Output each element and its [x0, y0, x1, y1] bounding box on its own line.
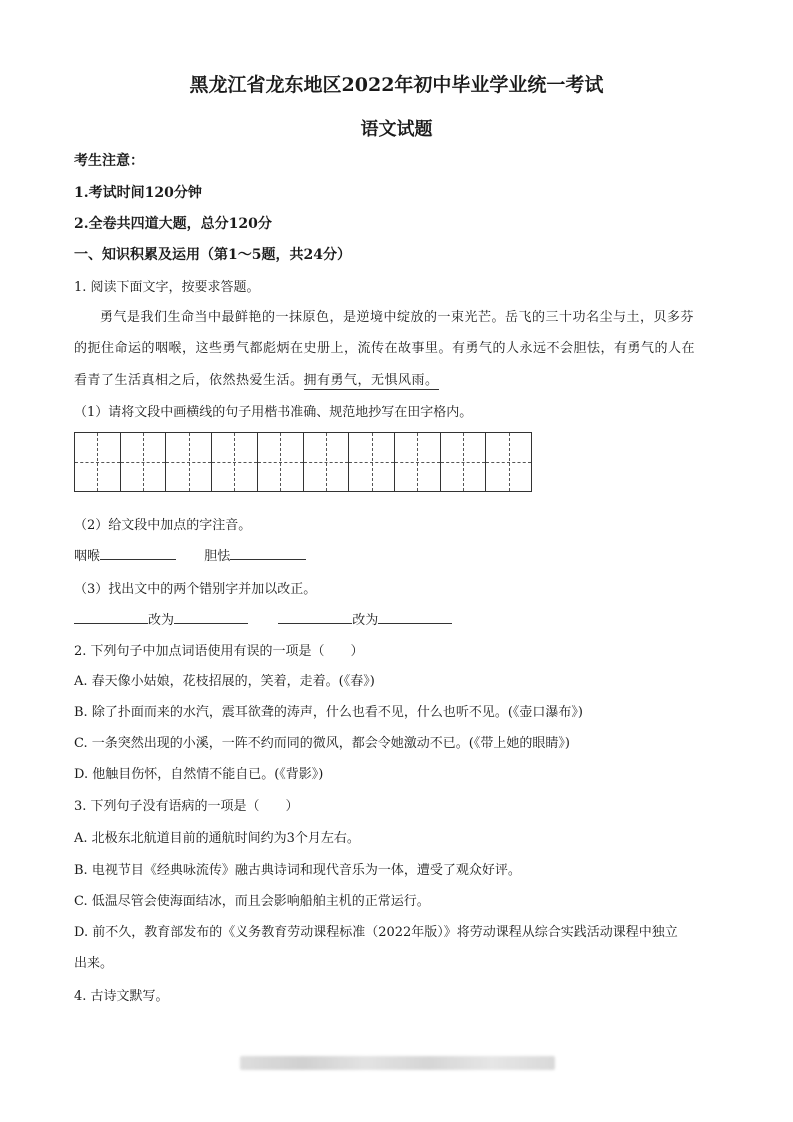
right-char-blank-2[interactable]	[378, 611, 452, 624]
grid-cell[interactable]	[166, 433, 212, 491]
q3-option-d: D. 前不久，教育部发布的《义务教育劳动课程标准（2022年版）》将劳动课程从综合实践活动课程中独立	[74, 925, 678, 940]
grid-cell[interactable]	[121, 433, 167, 491]
grid-cell[interactable]	[395, 433, 441, 491]
q3-stem: 3. 下列句子没有语病的一项是（ ）	[74, 799, 299, 814]
q3-option-d-cont: 出来。	[74, 956, 114, 971]
grid-cell[interactable]	[486, 433, 531, 491]
pinyin-word-2: 胆怯	[204, 549, 231, 564]
q3-option-b: B. 电视节目《经典咏流传》融古典诗词和现代音乐为一体，遭受了观众好评。	[74, 863, 521, 878]
wrong-char-blank-1[interactable]	[74, 611, 148, 624]
exam-title: 黑龙江省龙东地区2022年初中毕业学业统一考试	[189, 74, 604, 96]
q2-option-c: C. 一条突然出现的小溪，一阵不约而同的微风，都会令她激动不已。(《带上她的眼睛》)	[74, 736, 570, 751]
q1-sub2: （2）给文段中加点的字注音。	[74, 518, 252, 533]
q1-sub3: （3）找出文中的两个错别字并加以改正。	[74, 582, 317, 597]
q2-option-b: B. 除了扑面而来的水汽，震耳欲聋的涛声，什么也看不见，什么也听不见。(《壶口瀑布》)	[74, 705, 583, 720]
notice-heading: 考生注意：	[74, 153, 144, 169]
passage-line-3	[74, 369, 439, 388]
q2-option-d: D. 他触目伤怀，自然情不能自已。(《背影》)	[74, 767, 324, 782]
exam-subtitle: 语文试题	[360, 119, 433, 140]
q2-stem: 2. 下列句子中加点词语使用有误的一项是（ ）	[74, 644, 364, 659]
q2-option-a: A. 春天像小姑娘，花枝招展的，笑着，走着。(《春》)	[74, 674, 375, 689]
grid-cell[interactable]	[75, 433, 121, 491]
correct-label-1: 改为	[148, 613, 175, 628]
correction-row	[74, 609, 452, 628]
pinyin-blank-2[interactable]	[230, 547, 306, 560]
notice-item-score: 2.全卷共四道大题，总分120分	[74, 216, 272, 232]
q3-option-a: A. 北极东北航道目前的通航时间约为3个月左右。	[74, 831, 360, 846]
grid-cell[interactable]	[349, 433, 395, 491]
wrong-char-blank-2[interactable]	[278, 611, 352, 624]
grid-cell[interactable]	[441, 433, 487, 491]
right-char-blank-1[interactable]	[174, 611, 248, 624]
section-heading: 一、知识积累及运用（第1～5题，共24分）	[74, 247, 351, 263]
blurred-footer-watermark	[240, 1056, 555, 1070]
q1-stem: 1. 阅读下面文字，按要求答题。	[74, 280, 260, 295]
correct-label-2: 改为	[352, 613, 379, 628]
q4-stem: 4. 古诗文默写。	[74, 989, 169, 1004]
pinyin-blank-1[interactable]	[100, 547, 176, 560]
passage-line-2: 的扼住命运的咽喉，这些勇气都彪炳在史册上，流传在故事里。有勇气的人永远不会胆怯，有勇气的人在	[74, 341, 696, 356]
pinyin-word-1: 咽喉	[74, 549, 101, 564]
tianzi-grid[interactable]	[74, 432, 532, 492]
grid-cell[interactable]	[304, 433, 350, 491]
passage-line-3-text: 看青了生活真相之后，依然热爱生活。	[74, 373, 304, 388]
grid-cell[interactable]	[212, 433, 258, 491]
pinyin-row	[74, 545, 306, 564]
q3-option-c: C. 低温尽管会使海面结冰，而且会影响船舶主机的正常运行。	[74, 894, 430, 909]
passage-line-1: 勇气是我们生命当中最鲜艳的一抹原色，是逆境中绽放的一束光芒。岳飞的三十功名尘与土，贝多芬	[100, 310, 695, 325]
underlined-sentence: 拥有勇气，无惧风雨。	[303, 373, 439, 388]
grid-cell[interactable]	[258, 433, 304, 491]
q1-sub1: （1）请将文段中画横线的句子用楷书准确、规范地抄写在田字格内。	[74, 405, 473, 420]
notice-item-time: 1.考试时间120分钟	[74, 185, 202, 201]
